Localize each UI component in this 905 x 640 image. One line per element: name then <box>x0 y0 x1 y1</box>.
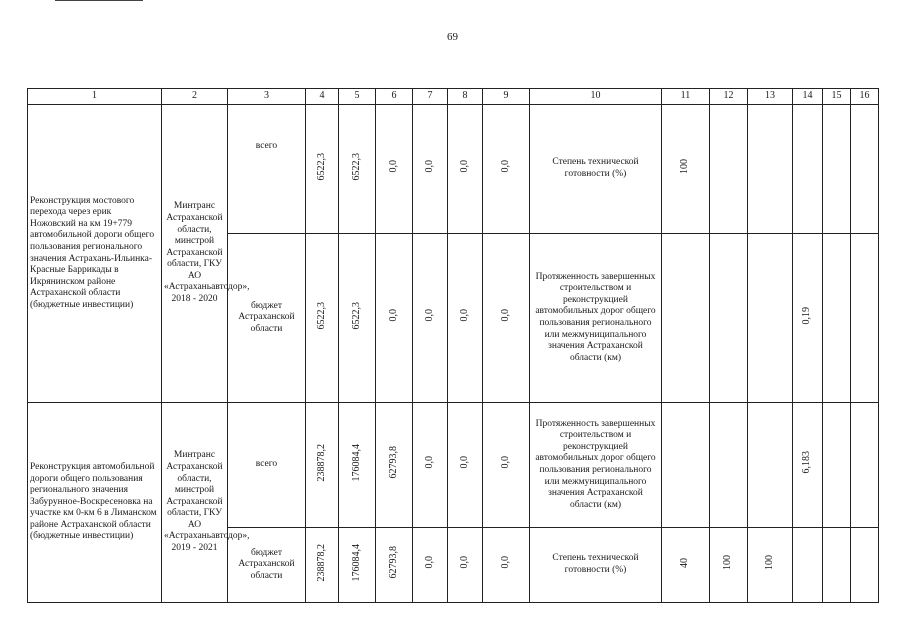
value-text: 0,0 <box>423 556 435 569</box>
funding-source-cell: всего <box>228 105 306 234</box>
value-cell-9 <box>483 234 530 403</box>
value-text: 6522,3 <box>315 301 327 330</box>
value-text: 6522,3 <box>350 301 362 330</box>
header-cell: 1 <box>28 89 162 105</box>
value-cell-11 <box>662 234 710 403</box>
value-text: 0,0 <box>499 556 511 569</box>
funding-source-cell: бюджет Астраханской области <box>228 234 306 403</box>
value-cell-7 <box>413 528 448 603</box>
value-cell-13 <box>748 528 793 603</box>
value-cell-5 <box>339 403 376 528</box>
indicator-cell: Степень технической готовности (%) <box>530 105 662 234</box>
header-row <box>28 89 879 105</box>
value-text: 6522,3 <box>350 152 362 181</box>
header-cell: 15 <box>823 89 851 105</box>
value-cell-14 <box>793 234 823 403</box>
value-cell-8 <box>448 528 483 603</box>
value-cell-11 <box>662 105 710 234</box>
value-cell-11 <box>662 403 710 528</box>
object-name-cell: Реконструкция автомобильной дороги общего пользования регионального значения Забурунное-Воскресеновка на участке км 0-км 6 в Лиманском районе Астраханской области (бюджетные инвестиции) <box>28 403 162 603</box>
header-cell: 14 <box>793 89 823 105</box>
header-cell: 13 <box>748 89 793 105</box>
object-name-cell: Реконструкция мостового перехода через ерик Ножовский на км 19+779 автомобильной дороги общего пользования регионального значения Астрахань-Ильинка-Красные Баррикады в Икрянинском районе Астраханской области (бюджетные инвестиции) <box>28 105 162 403</box>
value-text: 238878,2 <box>315 443 327 482</box>
value-cell-6 <box>376 105 413 234</box>
value-cell-15 <box>823 105 851 234</box>
value-cell-15 <box>823 528 851 603</box>
value-cell-15 <box>823 403 851 528</box>
value-cell-12 <box>710 403 748 528</box>
value-cell-12 <box>710 234 748 403</box>
value-cell-13 <box>748 105 793 234</box>
value-cell-13 <box>748 403 793 528</box>
value-text: 0,0 <box>387 309 399 322</box>
header-cell: 11 <box>662 89 710 105</box>
value-text: 0,0 <box>458 456 470 469</box>
value-cell-9 <box>483 105 530 234</box>
value-text: 0,0 <box>499 309 511 322</box>
value-cell-12 <box>710 105 748 234</box>
value-text: 0,0 <box>423 160 435 173</box>
value-cell-6 <box>376 234 413 403</box>
value-text: 0,0 <box>499 456 511 469</box>
header-cell: 7 <box>413 89 448 105</box>
indicator-cell: Протяженность завершенных строительством и реконструкцией автомобильных дорог общего пользования регионального или межмуниципального значения Астраханской области (км) <box>530 403 662 528</box>
value-cell-12 <box>710 528 748 603</box>
header-cell: 12 <box>710 89 748 105</box>
value-cell-16 <box>851 528 879 603</box>
funding-source-cell: бюджет Астраханской области <box>228 528 306 603</box>
value-text: 0,0 <box>499 160 511 173</box>
value-text: 0,19 <box>801 306 813 325</box>
indicator-cell: Протяженность завершенных строительством и реконструкцией автомобильных дорог общего пользования регионального или межмуниципального значения Астраханской области (км) <box>530 234 662 403</box>
value-text: 40 <box>679 557 691 568</box>
value-cell-4 <box>306 105 339 234</box>
header-cell: 16 <box>851 89 879 105</box>
value-text: 100 <box>722 555 734 571</box>
value-cell-14 <box>793 105 823 234</box>
value-cell-9 <box>483 403 530 528</box>
program-table <box>27 88 879 603</box>
header-cell: 5 <box>339 89 376 105</box>
value-text: 100 <box>679 159 691 175</box>
table-row <box>28 403 879 528</box>
page-number: 69 <box>447 31 458 43</box>
responsible-cell: Минтранс Астраханской области, минстрой Астраханской области, ГКУ АО «Астраханьавтодор», 2018 - 2020 <box>162 105 228 403</box>
header-cell: 8 <box>448 89 483 105</box>
value-cell-7 <box>413 105 448 234</box>
header-cell: 4 <box>306 89 339 105</box>
value-cell-4 <box>306 234 339 403</box>
header-cell: 9 <box>483 89 530 105</box>
value-cell-16 <box>851 105 879 234</box>
value-cell-8 <box>448 403 483 528</box>
value-text: 176084,4 <box>350 443 362 482</box>
value-text: 6,183 <box>801 451 813 474</box>
header-cell: 3 <box>228 89 306 105</box>
value-cell-11 <box>662 528 710 603</box>
top-rule <box>55 0 143 1</box>
value-cell-7 <box>413 234 448 403</box>
table-row <box>28 105 879 234</box>
value-text: 6522,3 <box>315 152 327 181</box>
value-text: 0,0 <box>387 160 399 173</box>
value-cell-8 <box>448 105 483 234</box>
value-cell-5 <box>339 528 376 603</box>
value-text: 100 <box>763 555 775 571</box>
responsible-cell: Минтранс Астраханской области, минстрой Астраханской области, ГКУ АО «Астраханьавтодор», 2019 - 2021 <box>162 403 228 603</box>
value-text: 62793,8 <box>387 446 399 479</box>
value-text: 0,0 <box>458 160 470 173</box>
value-cell-14 <box>793 403 823 528</box>
value-text: 0,0 <box>458 556 470 569</box>
value-cell-5 <box>339 234 376 403</box>
value-cell-4 <box>306 528 339 603</box>
value-cell-15 <box>823 234 851 403</box>
indicator-cell: Степень технической готовности (%) <box>530 528 662 603</box>
value-cell-5 <box>339 105 376 234</box>
funding-source-cell: всего <box>228 403 306 528</box>
value-cell-14 <box>793 528 823 603</box>
value-text: 62793,8 <box>387 546 399 579</box>
value-cell-6 <box>376 403 413 528</box>
value-cell-9 <box>483 528 530 603</box>
value-text: 0,0 <box>458 309 470 322</box>
value-cell-4 <box>306 403 339 528</box>
value-text: 176084,4 <box>350 543 362 582</box>
header-cell: 6 <box>376 89 413 105</box>
header-cell: 2 <box>162 89 228 105</box>
value-cell-8 <box>448 234 483 403</box>
value-text: 238878,2 <box>315 543 327 582</box>
header-cell: 10 <box>530 89 662 105</box>
value-text: 0,0 <box>423 309 435 322</box>
value-cell-6 <box>376 528 413 603</box>
value-cell-16 <box>851 234 879 403</box>
value-cell-13 <box>748 234 793 403</box>
value-text: 0,0 <box>423 456 435 469</box>
value-cell-7 <box>413 403 448 528</box>
value-cell-16 <box>851 403 879 528</box>
